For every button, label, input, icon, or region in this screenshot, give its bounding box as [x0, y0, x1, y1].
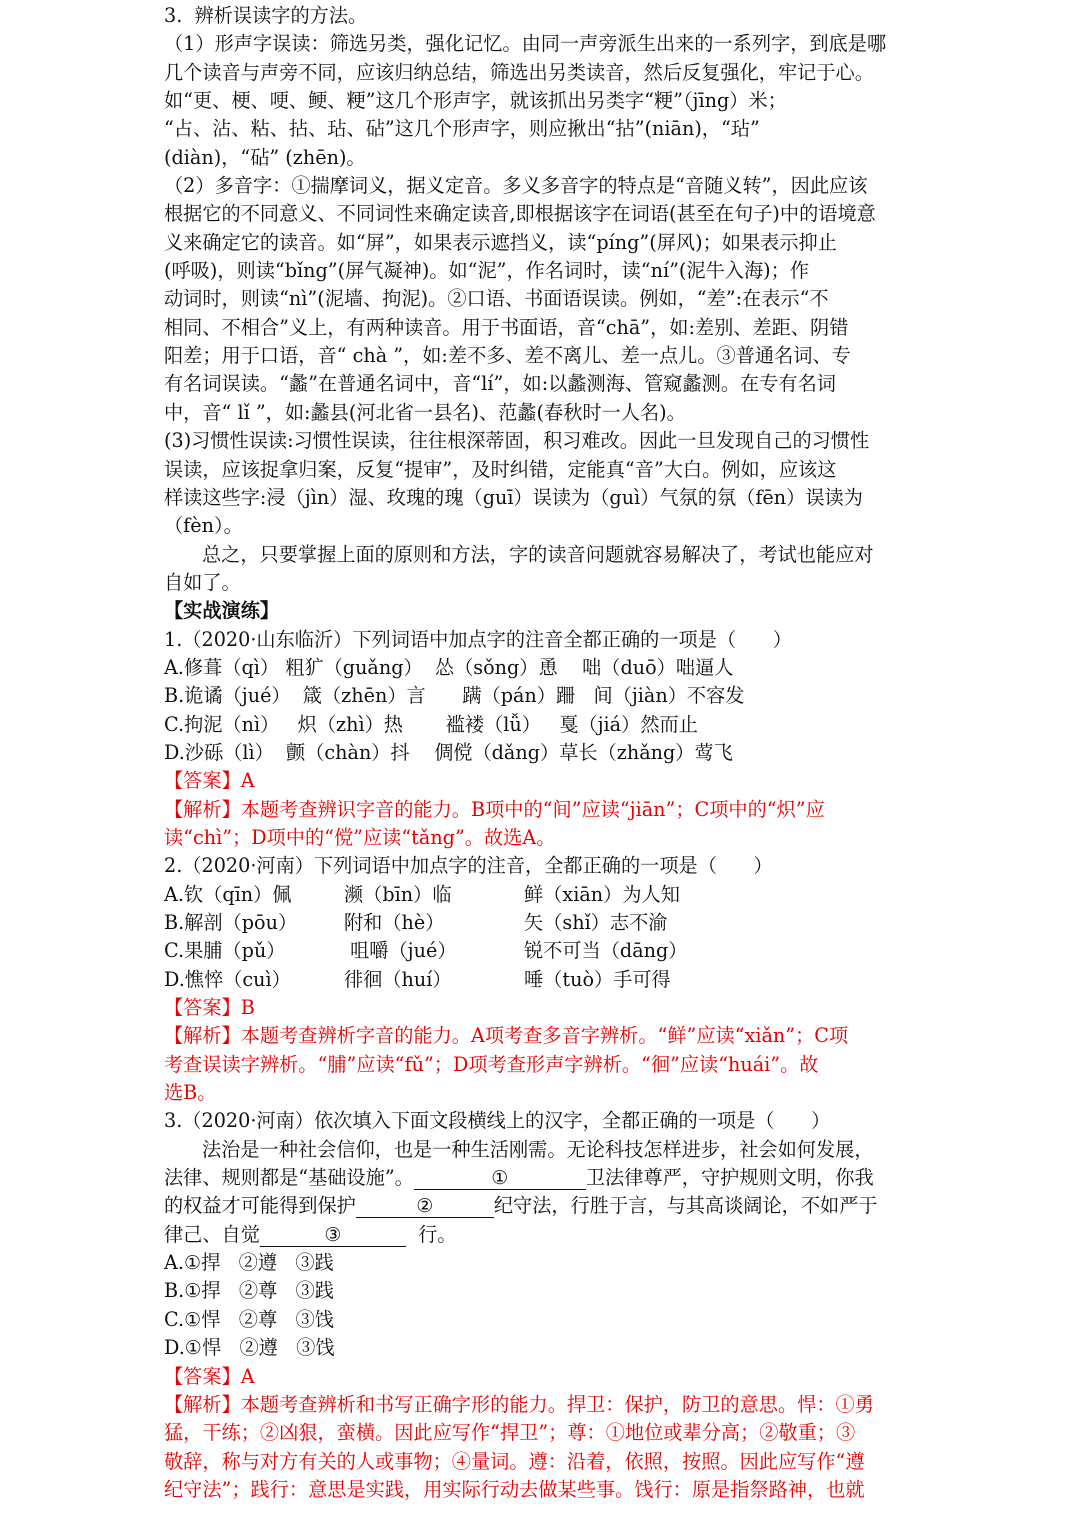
question-2-analysis: 考查误读字辨析。“脯”应读“fǔ”；D项考查形声字辨析。“徊”应读“huái”。故	[164, 1052, 819, 1076]
passage-text: 行。	[405, 1222, 457, 1246]
question-2-analysis: 选B。	[164, 1081, 217, 1105]
option-cell: B.解剖（pōu）	[164, 911, 298, 934]
question-3-analysis: 敬辞，称与对方有关的人或事物；④量词。遵：沿着，依照，按照。因此应写作“遵	[164, 1449, 865, 1473]
question-1-answer: 【答案】A	[164, 769, 255, 793]
question-2-analysis: 【解析】本题考查辨析字音的能力。A项考查多音字辨析。“鲜”应读“xiǎn”；C项	[164, 1024, 849, 1048]
option-cell: 锐不可当（dāng）	[524, 939, 688, 963]
question-1-option-c: C.拘泥（nì） 炽（zhì）热 褴褛（lǚ） 戛（jiá）然而止	[164, 712, 698, 736]
method-line: 义来确定它的读音。如“屏”，如果表示遮挡义，读“píng”(屏风)；如果表示抑止	[164, 230, 837, 254]
fill-blank-1: ①	[414, 1167, 586, 1190]
option-cell: 咀嚼（jué）	[344, 939, 457, 963]
method-line: 如“更、梗、哽、鲠、粳”这几个形声字，就该抓出另类字“粳”（jīng）米；	[164, 89, 787, 113]
question-3-option-c: C.①悍 ②尊 ③饯	[164, 1307, 334, 1331]
question-3-passage	[164, 1192, 924, 1220]
question-2-answer: 【答案】B	[164, 996, 255, 1020]
summary-line: 自如了。	[164, 570, 241, 594]
question-2-option-b	[164, 909, 924, 937]
question-1-analysis: 读“chì”；D项中的“傥”应读“tǎng”。故选A。	[164, 825, 556, 849]
question-3-analysis: 纪守法”；践行：意思是实践，用实际行动去做某些事。饯行：原是指祭路神，也就	[164, 1477, 865, 1501]
method-line: （fèn）。	[164, 514, 243, 538]
option-cell: 唾（tuò）手可得	[524, 967, 671, 991]
method-line: 相同、不相合”义上，有两种读音。用于书面语，音“chā”，如:差别、差距、阴错	[164, 315, 849, 339]
question-2-option-a	[164, 881, 924, 909]
method-line: 有名词误读。“蠡”在普通名词中，音“lí”，如:以蠡测海、管窥蠡测。在专有名词	[164, 372, 836, 396]
summary-line: 总之，只要掌握上面的原则和方法，字的读音问题就容易解决了，考试也能应对	[202, 542, 874, 566]
passage-text: 法律、规则都是“基础设施”。	[164, 1166, 414, 1190]
option-cell: A.钦（qīn）佩	[164, 882, 292, 906]
question-3-option-d: D.①悍 ②遵 ③饯	[164, 1336, 335, 1360]
question-3-option-b: B.①捍 ②尊 ③践	[164, 1279, 334, 1303]
passage-text: 卫法律尊严，守护规则文明，你我	[585, 1166, 874, 1190]
question-3-option-a: A.①捍 ②遵 ③践	[164, 1251, 334, 1275]
method-line: 中，音“ lǐ ”，如:蠡县(河北省一县名)、范蠡(春秋时一人名)。	[164, 400, 686, 424]
method-line: (呼吸)，则读“bǐng”(屏气凝神)。如“泥”，作名词时，读“ní”(泥牛入海)；作	[164, 259, 810, 283]
method-line: 几个读音与声旁不同，应该归纳总结，筛选出另类读音，然后反复强化，牢记于心。	[164, 60, 874, 84]
question-3-analysis: 猛，干练；②凶狠，蛮横。因此应写作“捍卫”；尊：①地位或辈分高；②敬重；③	[164, 1421, 856, 1445]
question-1-analysis: 【解析】本题考查辨识字音的能力。B项中的“间”应读“jiān”；C项中的“炽”应	[164, 797, 825, 821]
method-line: (3)习惯性误读:习惯性误读，往往根深蒂固，积习难改。因此一旦发现自己的习惯性	[164, 429, 870, 453]
method-line: （1）形声字误读：筛选另类，强化记忆。由同一声旁派生出来的一系列字，到底是哪	[164, 32, 887, 56]
question-2-stem: 2.（2020·河南）下列词语中加点字的注音，全都正确的一项是（ ）	[164, 854, 773, 878]
question-1-option-d: D.沙砾（lì） 颤（chàn）抖 倜傥（dǎng）草长（zhǎng）莺飞	[164, 740, 733, 764]
question-3-answer: 【答案】A	[164, 1364, 255, 1388]
option-cell: 矢（shǐ）志不渝	[524, 911, 668, 934]
question-3-analysis: 【解析】本题考查辨析和书写正确字形的能力。捍卫：保护，防卫的意思。悍：①勇	[164, 1392, 874, 1416]
question-1-option-a: A.修葺（qì） 粗犷（guǎng） 怂（sǒng）恿 咄（duō）咄逼人	[164, 655, 734, 679]
method-line: 误读，应该捉拿归案，反复“提审”，及时纠错，定能真“音”大白。例如，应该这	[164, 457, 837, 481]
question-3-passage: 法治是一种社会信仰，也是一种生活刚需。无论科技怎样进步，社会如何发展，	[202, 1137, 874, 1161]
question-1-stem: 1.（2020·山东临沂）下列词语中加点字的注音全都正确的一项是（ ）	[164, 627, 792, 651]
method-line: 样读这些字:浸（jìn）湿、玫瑰的瑰（guī）误读为（guì）气氛的氛（fēn）误读为	[164, 485, 863, 509]
method-line: “占、沾、粘、拈、玷、砧”这几个形声字，则应揪出“拈”(niān)，“玷”	[164, 117, 760, 141]
option-cell: 附和（hè）	[344, 911, 445, 934]
option-cell: 濒（bīn）临	[344, 882, 452, 906]
method-line: (diàn)，“砧” (zhēn)。	[164, 145, 366, 169]
method-line: （2）多音字：①揣摩词义，据义定音。多义多音字的特点是“音随义转”，因此应该	[164, 174, 868, 198]
option-cell: D.憔悴（cuì）	[164, 967, 291, 991]
method-line: 动词时，则读“nì”(泥墙、拘泥)。②口语、书面语误读。例如，“差”:在表示“不	[164, 287, 829, 311]
passage-text: 的权益才可能得到保护	[164, 1194, 356, 1218]
question-3-passage	[164, 1164, 924, 1192]
fill-blank-2: ②	[356, 1195, 494, 1218]
option-cell: 徘徊（huí）	[344, 967, 452, 991]
question-3-stem: 3.（2020·河南）依次填入下面文段横线上的汉字，全都正确的一项是（ ）	[164, 1109, 831, 1133]
question-3-passage	[164, 1221, 924, 1249]
question-2-option-c	[164, 937, 924, 965]
method-heading: 3. 辨析误读字的方法。	[164, 4, 368, 27]
document-page	[164, 2, 924, 1504]
fill-blank-3: ③	[260, 1224, 406, 1247]
option-cell: 鲜（xiān）为人知	[524, 882, 680, 906]
option-cell: C.果脯（pǔ）	[164, 939, 286, 963]
method-line: 根据它的不同意义、不同词性来确定读音,即根据该字在词语(甚至在句子)中的语境意	[164, 202, 876, 226]
practice-heading: 【实战演练】	[164, 599, 280, 623]
passage-text: 律己、自觉	[164, 1222, 260, 1246]
question-1-option-b: B.诡谲（jué） 箴（zhēn）言 蹒（pán）跚 间（jiàn）不容发	[164, 684, 745, 708]
passage-text: 纪守法，行胜于言，与其高谈阔论，不如严于	[493, 1194, 878, 1218]
method-line: 阳差；用于口语，音“ chà ”，如:差不多、差不离儿、差一点儿。③普通名词、专	[164, 344, 851, 368]
question-2-option-d	[164, 966, 924, 994]
